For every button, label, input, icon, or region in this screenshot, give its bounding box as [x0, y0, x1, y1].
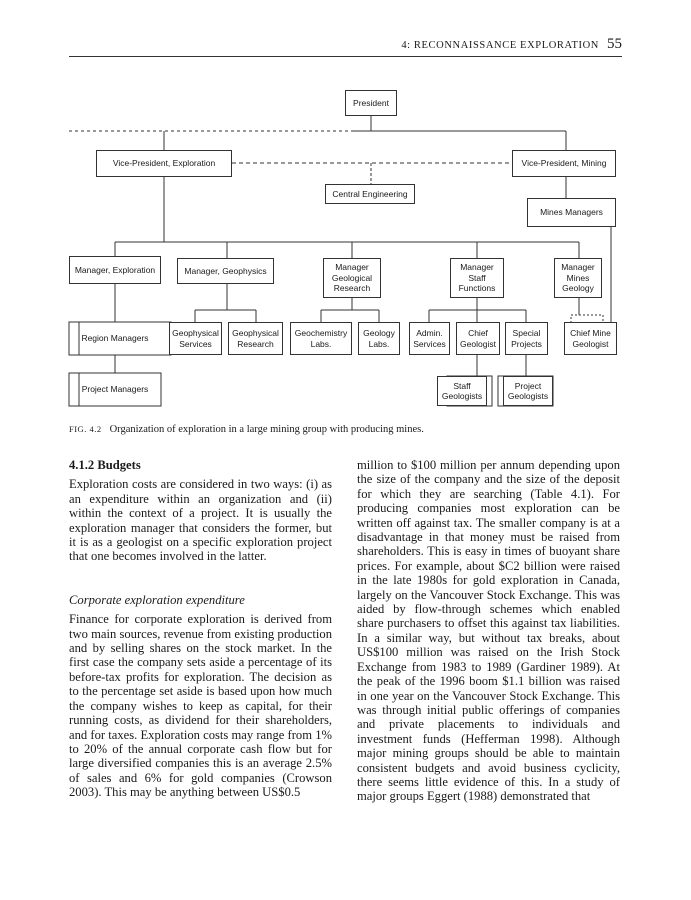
- org-box-chief-geologist: Chief Geologist: [456, 322, 500, 355]
- org-box-manager-exploration: Manager, Exploration: [69, 256, 161, 284]
- org-box-manager-mines-geology: Manager Mines Geology: [554, 258, 602, 298]
- figure-label: FIG. 4.2: [69, 424, 102, 434]
- text-column-left: [69, 458, 332, 800]
- org-box-geophysical-research: Geophysical Research: [228, 322, 283, 355]
- org-box-manager-geophysics: Manager, Geophysics: [177, 258, 274, 284]
- page-number: 55: [607, 36, 622, 52]
- paragraph-corporate: Finance for corporate exploration is derived from two main sources, revenue from existing production and by selling shares on the stock market. In the first case the company sets aside a percentage of its before-tax profits for exploration. The decision as to the percentage set aside is based upon how much the company wishes to keep as capital, for their running costs, as dividend for their shareholders, and for taxes. Exploration costs may range from 1% to 20% of the annual corporate cash flow but for large diversified companies this is an average 2.5% of sales and 6% for gold companies (Crowson 2003). This may be anything between US$0.5: [69, 612, 332, 800]
- subheading: Corporate exploration expenditure: [69, 592, 245, 607]
- org-box-manager-staff-functions: Manager Staff Functions: [450, 258, 504, 298]
- org-box-geology-labs: Geology Labs.: [358, 322, 400, 355]
- org-box-vp-mining: Vice-President, Mining: [512, 150, 616, 177]
- org-box-admin-services: Admin. Services: [409, 322, 450, 355]
- org-box-project-managers: Project Managers: [81, 384, 149, 395]
- figure-caption-text: Organization of exploration in a large mining group with producing mines.: [109, 424, 424, 435]
- running-head-title: 4: RECONNAISSANCE EXPLORATION: [401, 40, 599, 51]
- figure-caption: [69, 424, 424, 435]
- paragraph-continued: million to $100 million per annum depending upon the size of the company and the size of the deposit for which they are searching (Table 4.1). For producing companies most exploration can be written off against tax. The smaller company is at a disadvantage in that money must be raised from shareholders. This is easy in times of buoyant share prices. For example, about $C2 billion were raised in the late 1980s for gold exploration in Canada, largely on the Vancouver Stock Exchange. This was aided by flow-through schemes which enabled share purchasers to offset this against tax liabilities. In a similar way, but without tax breaks, about US$100 million was raised on the Irish Stock Exchange from 1983 to 1989 (Gardiner 1989). At the peak of the 1996 boom $1.1 billion was raised in one year on the Vancouver Stock Exchange. This was through initial public offerings of companies and private placements to individuals and investment funds (Hefferman 1998). Although major mining groups should be able to maintain consistent budgets and avoid business cyclicity, there seems little evidence of this. In a study of major groups Eggert (1988) demonstrated that: [357, 458, 620, 804]
- org-box-project-geologists: Project Geologists: [503, 376, 553, 406]
- text-column-right: [357, 458, 620, 804]
- org-box-mines-managers: Mines Managers: [527, 198, 616, 227]
- org-box-special-projects: Special Projects: [505, 322, 548, 355]
- org-box-chief-mine-geologist: Chief Mine Geologist: [564, 322, 617, 355]
- org-box-region-managers: Region Managers: [81, 333, 149, 344]
- org-box-geochemistry-labs: Geochemistry Labs.: [290, 322, 352, 355]
- org-box-geophysical-services: Geophysical Services: [169, 322, 222, 355]
- org-box-president: President: [345, 90, 397, 116]
- org-box-central-engineering: Central Engineering: [325, 184, 415, 204]
- org-box-staff-geologists: Staff Geologists: [437, 376, 487, 406]
- section-heading: 4.1.2 Budgets: [69, 458, 141, 472]
- paragraph-intro: Exploration costs are considered in two ways: (i) as an expenditure within an organization and (ii) within the context of a project. It is usually the exploration manager that considers the former, but it is as a geologist on a specific exploration project that one becomes involved in the latter.: [69, 477, 332, 564]
- org-box-vp-exploration: Vice-President, Exploration: [96, 150, 232, 177]
- org-box-manager-geological-research: Manager Geological Research: [323, 258, 381, 298]
